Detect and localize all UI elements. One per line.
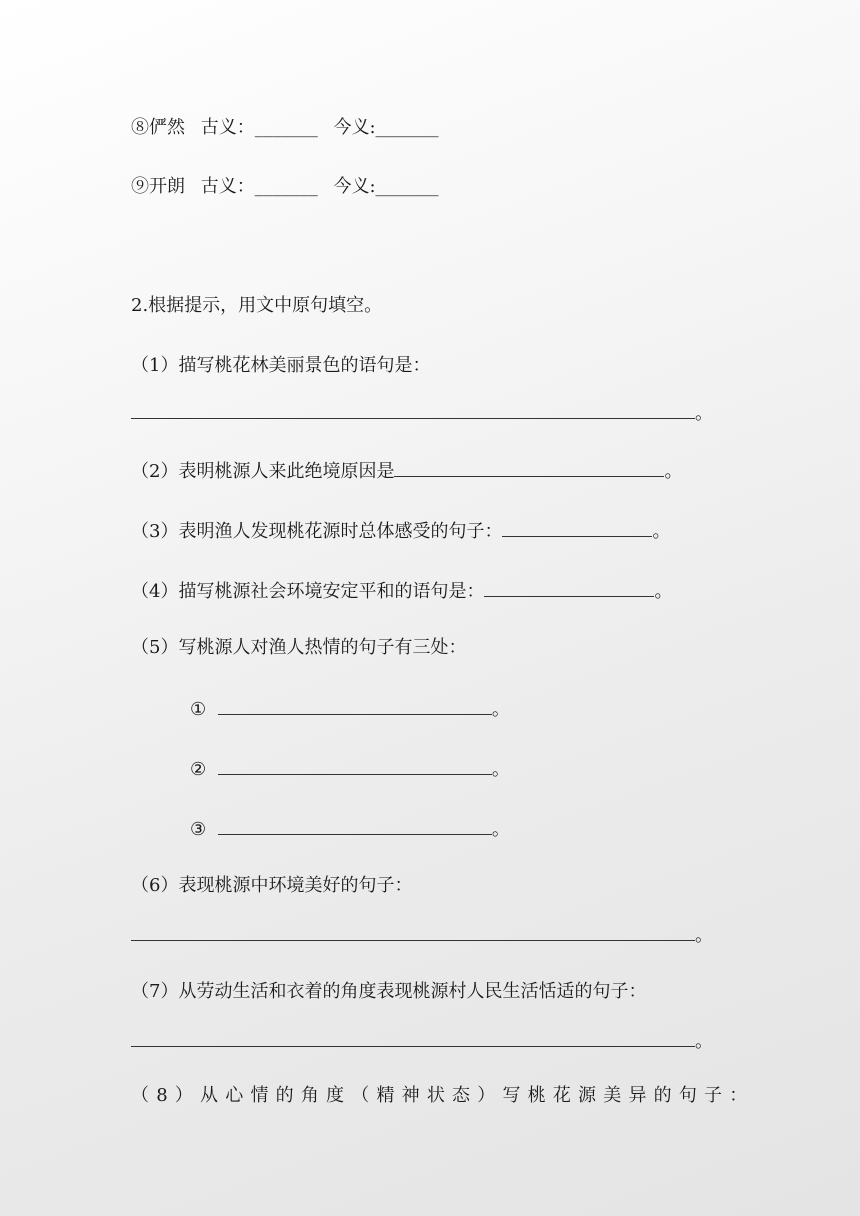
vocab-row-8 [131, 116, 439, 140]
period: 。 [664, 461, 683, 482]
modern-meaning-blank[interactable]: _______ [375, 117, 439, 138]
question-8: （8）从心情的角度（精神状态）写桃花源美异的句子： [131, 1085, 755, 1106]
q5-item-3 [190, 816, 510, 842]
ancient-meaning-label: 古义： [200, 117, 255, 138]
period: 。 [652, 521, 671, 542]
answer-blank[interactable] [484, 578, 654, 597]
answer-blank[interactable] [218, 756, 492, 775]
vocab-term: ⑧俨然 [131, 117, 185, 138]
answer-blank[interactable] [218, 696, 492, 715]
modern-meaning-label: 今义: [333, 117, 376, 138]
vocab-row-9 [131, 175, 439, 199]
answer-blank[interactable] [218, 816, 492, 835]
question-5: （5）写桃源人对渔人热情的句子有三处： [131, 637, 467, 658]
question-1: （1）描写桃花林美丽景色的语句是： [131, 355, 431, 376]
answer-line-7 [131, 1028, 713, 1054]
modern-meaning-blank[interactable]: _______ [375, 176, 439, 197]
answer-line-6 [131, 922, 713, 948]
period: 。 [695, 403, 713, 424]
question-text: （3）表明渔人发现桃花源时总体感受的句子： [131, 521, 503, 542]
question-7: （7）从劳动生活和衣着的角度表现桃源村人民生活恬适的句子： [131, 981, 647, 1002]
answer-line-1 [131, 400, 713, 426]
ancient-meaning-label: 古义： [200, 176, 255, 197]
question-6: （6）表现桃源中环境美好的句子： [131, 875, 413, 896]
answer-blank[interactable] [131, 400, 695, 419]
question-text: （2）表明桃源人来此绝境原因是 [131, 461, 395, 482]
question-4 [131, 578, 672, 604]
question-text: （4）描写桃源社会环境安定平和的语句是： [131, 581, 485, 602]
answer-blank[interactable] [394, 458, 664, 477]
ancient-meaning-blank[interactable]: _______ [254, 176, 318, 197]
answer-blank[interactable] [131, 1028, 695, 1047]
period: 。 [491, 819, 510, 840]
period: 。 [491, 759, 510, 780]
question-2 [131, 458, 682, 484]
answer-blank[interactable] [131, 922, 695, 941]
answer-blank[interactable] [502, 518, 652, 537]
question-3 [131, 518, 670, 544]
period: 。 [491, 699, 510, 720]
ancient-meaning-blank[interactable]: _______ [254, 117, 318, 138]
item-marker: ③ [190, 819, 207, 840]
q5-item-1 [190, 696, 510, 722]
vocab-term: ⑨开朗 [131, 176, 185, 197]
period: 。 [695, 1031, 713, 1052]
period: 。 [654, 581, 673, 602]
period: 。 [695, 925, 713, 946]
item-marker: ① [190, 699, 207, 720]
section-2-heading: 2.根据提示，用文中原句填空。 [131, 295, 383, 316]
modern-meaning-label: 今义: [333, 176, 376, 197]
item-marker: ② [190, 759, 207, 780]
q5-item-2 [190, 756, 510, 782]
